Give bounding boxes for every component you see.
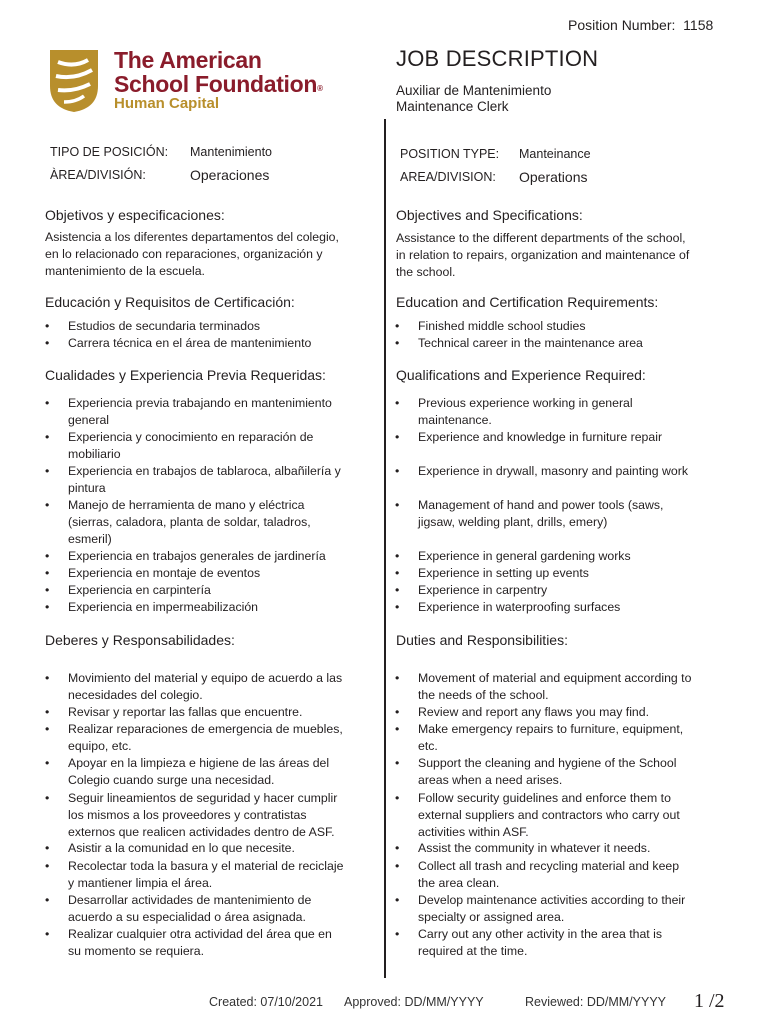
- list-item: • Collect all trash and recycling material and keep the area clean.: [418, 858, 713, 892]
- list-item: • Previous experience working in general maintenance.: [418, 395, 713, 429]
- list-item: • Finished middle school studies: [418, 318, 713, 335]
- list-item: • Revisar y reportar las fallas que encuentre.: [68, 704, 363, 721]
- list-item: • Manejo de herramienta de mano y eléctrica (sierras, caladora, planta de soldar, taladros, esmeril): [68, 497, 363, 547]
- objectives-heading: Objectives and Specifications:: [396, 207, 583, 223]
- list-item: • Review and report any flaws you may find.: [418, 704, 713, 721]
- list-item: • Experiencia en trabajos de tablaroca, albañilería y pintura: [68, 463, 363, 497]
- list-item: • Make emergency repairs to furniture, equipment, etc.: [418, 721, 713, 755]
- approved-date: Approved: DD/MM/YYYY: [344, 995, 484, 1009]
- objectives-text: Assistance to the different departments of the school, in relation to repairs, organization and maintenance of the school.: [396, 231, 690, 279]
- list-item: • Management of hand and power tools (saws, jigsaw, welding plant, drills, emery): [418, 497, 713, 531]
- duties-heading: Duties and Responsibilities:: [396, 632, 568, 648]
- list-item: • Experience in waterproofing surfaces: [418, 599, 713, 616]
- list-item: • Estudios de secundaria terminados: [68, 318, 363, 335]
- created-date: Created: 07/10/2021: [209, 995, 323, 1009]
- document-title: JOB DESCRIPTION: [396, 46, 599, 71]
- list-item: • Experiencia previa trabajando en mantenimiento general: [68, 395, 363, 429]
- list-item: • Experience in setting up events: [418, 565, 713, 582]
- list-item: • Experiencia en carpintería: [68, 582, 363, 599]
- org-name-line1: The American: [114, 47, 262, 73]
- position-type-label: TIPO DE POSICIÓN:: [50, 145, 169, 159]
- qualifications-heading: Cualidades y Experiencia Previa Requeridas:: [45, 367, 326, 383]
- list-item: • Develop maintenance activities according to their specialty or assigned area.: [418, 892, 728, 926]
- education-heading: Educación y Requisitos de Certificación:: [45, 294, 295, 310]
- education-heading: Education and Certification Requirements:: [396, 294, 659, 310]
- registered-mark: ®: [317, 84, 323, 93]
- objectives-heading: Objetivos y especificaciones:: [45, 207, 225, 223]
- asf-logo-icon: [48, 46, 100, 114]
- list-item: • Experience in drywall, masonry and painting work: [418, 463, 713, 480]
- list-item: • Recolectar toda la basura y el material de reciclaje y mantiener limpia el área.: [68, 858, 363, 892]
- area-value: Operaciones: [190, 167, 270, 183]
- area-label: ÀREA/DIVISIÓN:: [50, 168, 146, 182]
- page-number: 1 /2: [694, 990, 725, 1012]
- list-item: • Realizar cualquier otra actividad del área que en su momento se requiera.: [68, 926, 363, 960]
- position-type-value: Manteinance: [519, 147, 591, 161]
- list-item: • Support the cleaning and hygiene of the School areas when a need arises.: [418, 755, 713, 789]
- qualifications-heading: Qualifications and Experience Required:: [396, 367, 646, 383]
- subtitle-english: Maintenance Clerk: [396, 99, 509, 114]
- position-type-label: POSITION TYPE:: [400, 147, 500, 161]
- list-item: • Technical career in the maintenance area: [418, 335, 713, 352]
- list-item: • Carrera técnica en el área de mantenimiento: [68, 335, 363, 352]
- list-item: • Experience in general gardening works: [418, 548, 713, 565]
- reviewed-date: Reviewed: DD/MM/YYYY: [525, 995, 667, 1009]
- column-divider: [384, 119, 386, 978]
- list-item: • Desarrollar actividades de mantenimiento de acuerdo a su especialidad o área asignada.: [68, 892, 363, 926]
- list-item: • Apoyar en la limpieza e higiene de las áreas del Colegio cuando surge una necesidad.: [68, 755, 363, 789]
- list-item: • Asistir a la comunidad en lo que necesite.: [68, 840, 363, 857]
- position-type-value: Mantenimiento: [190, 145, 272, 159]
- list-item: • Experiencia en montaje de eventos: [68, 565, 363, 582]
- list-item: • Experiencia en trabajos generales de jardinería: [68, 548, 363, 565]
- objectives-text: Asistencia a los diferentes departamentos del colegio, en lo relacionado con reparaciones, organización y mantenimiento de la escuela.: [45, 230, 339, 278]
- list-item: • Experiencia y conocimiento en reparación de mobiliario: [68, 429, 363, 463]
- org-name-line2: School Foundation®: [114, 71, 323, 97]
- list-item: • Carry out any other activity in the area that is required at the time.: [418, 926, 713, 960]
- list-item: • Follow security guidelines and enforce them to external suppliers and contractors who carry out activities within ASF.: [418, 790, 713, 840]
- list-item: • Seguir lineamientos de seguridad y hacer cumplir los mismos a los proveedores y contratistas externos que realicen actividades dentro de ASF.: [68, 790, 363, 840]
- position-number: Position Number: 1158: [568, 17, 714, 33]
- subtitle-spanish: Auxiliar de Mantenimiento: [396, 83, 552, 98]
- list-item: • Experience in carpentry: [418, 582, 713, 599]
- list-item: • Assist the community in whatever it needs.: [418, 840, 713, 857]
- list-item: • Movimiento del material y equipo de acuerdo a las necesidades del colegio.: [68, 670, 363, 704]
- list-item: • Movement of material and equipment according to the needs of the school.: [418, 670, 728, 704]
- area-value: Operations: [519, 169, 588, 185]
- list-item: • Experiencia en impermeabilización: [68, 599, 363, 616]
- org-department: Human Capital: [114, 95, 220, 112]
- area-label: AREA/DIVISION:: [400, 170, 496, 184]
- list-item: • Realizar reparaciones de emergencia de muebles, equipo, etc.: [68, 721, 363, 755]
- list-item: • Experience and knowledge in furniture repair: [418, 429, 713, 446]
- duties-heading: Deberes y Responsabilidades:: [45, 632, 235, 648]
